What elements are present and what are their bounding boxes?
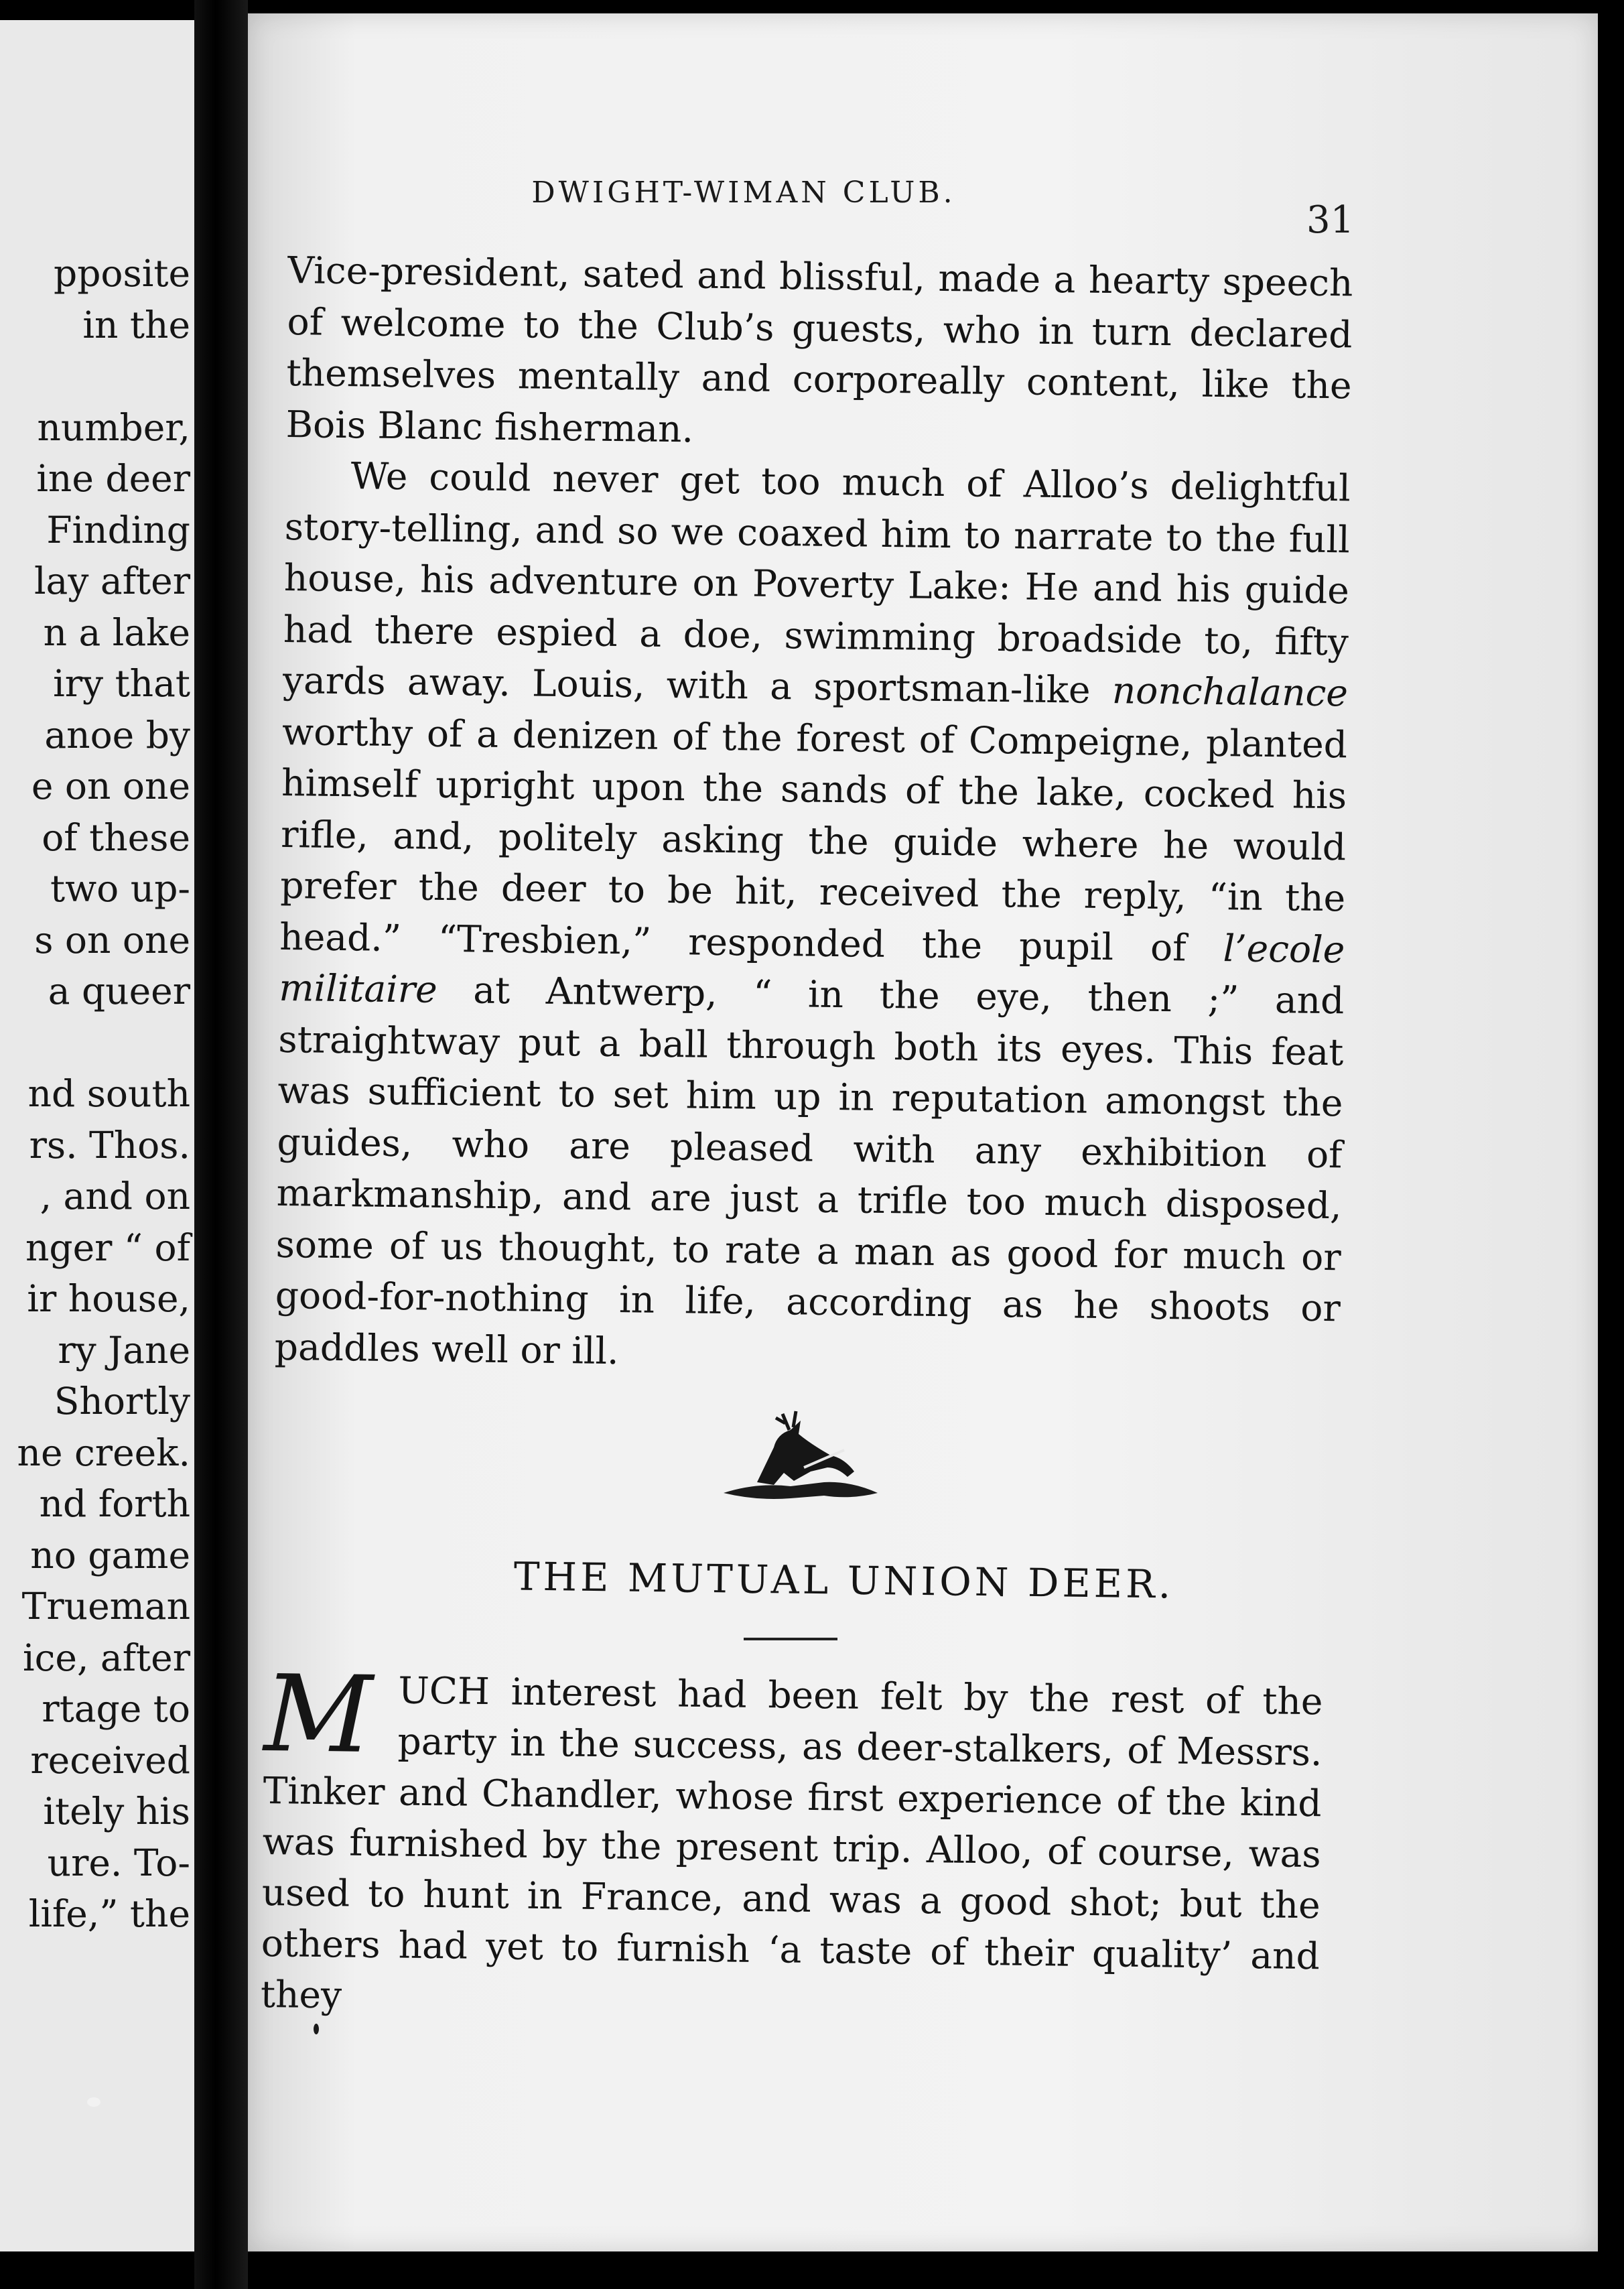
left-facing-page xyxy=(0,20,194,2251)
text-run: We could never get too much of Alloo’s delightful story-telling, and so we coaxed him to narrate to the full house, his adventure on Poverty Lake: He and his guide had there espied a doe, swimming broadside to, fifty yards away. Louis, with a sportsman-like xyxy=(282,454,1351,712)
left-page-line: received xyxy=(30,1738,190,1782)
left-page-line: Finding xyxy=(46,508,190,551)
left-page-line: Shortly xyxy=(54,1380,190,1423)
left-page-line: ure. To- xyxy=(47,1841,190,1884)
left-page-line: of these xyxy=(42,815,190,859)
left-page-line: life,” the xyxy=(28,1892,190,1935)
left-page-line xyxy=(17,350,190,402)
left-page-line: in the xyxy=(82,303,190,346)
book-gutter xyxy=(194,0,248,2289)
left-page-line: two up- xyxy=(50,867,190,910)
chapter-text xyxy=(260,1652,1323,2032)
left-page-line: , and on xyxy=(40,1175,190,1218)
italic-text: l’ecole militaire xyxy=(279,926,1345,1011)
first-word: UCH xyxy=(398,1669,490,1713)
left-page-line: ice, after xyxy=(23,1636,190,1679)
left-page-line: lay after xyxy=(33,560,190,602)
title-rule xyxy=(744,1638,837,1640)
left-page-line: nd south xyxy=(27,1072,190,1115)
running-head: DWIGHT-WIMAN CLUB. xyxy=(531,176,956,210)
section-title: THE MUTUAL UNION DEER. xyxy=(513,1553,1174,1608)
dust-speck xyxy=(87,2097,100,2107)
page-number: 31 xyxy=(1306,198,1355,242)
left-page-line: a queer xyxy=(48,970,190,1012)
left-page-line: s on one xyxy=(34,918,190,962)
left-page-line: nd forth xyxy=(39,1482,190,1525)
paragraph: Vice-president, sated and blissful, made a hearty speech of welcome to the Club’s guests, who in turn declared themselves mentally and corporeally content, like the Bois Blanc fisherman. xyxy=(285,248,1353,450)
left-page-line: ry Jane xyxy=(58,1328,190,1372)
drop-cap: M xyxy=(263,1652,373,1777)
scan-border xyxy=(1598,0,1624,2289)
left-page-line: Trueman xyxy=(21,1585,190,1628)
leaping-deer-icon xyxy=(710,1407,891,1514)
italic-text: nonchalance xyxy=(1111,669,1349,715)
left-page-line: e on one xyxy=(31,765,190,807)
chapter-body: interest had been felt by the rest of the party in the success, as deer-stalkers, of Messrs. Tinker and Chandler, whose first experience of the kind was furnished by the present trip. Alloo, of course, was used to hunt in France, and was a good shot; but the others had yet to furnish ‘a taste of their quality’ and they xyxy=(260,1670,1323,2017)
left-page-line: itely his xyxy=(43,1790,190,1833)
text-run: worthy of a denizen of the forest of Compeigne, planted himself upright upon the sands of the lake, cocked his rifle, and, politely asking the guide where he would prefer the deer to be hit, received the reply, “in the head.” “Tresbien,” responded the pupil of xyxy=(279,710,1348,969)
left-page-line: ir house, xyxy=(27,1277,190,1320)
text-run: at Antwerp, “ in the eye, then ;” and straightway put a ball through both its eyes. This feat was sufficient to set him up in reputation amongst the guides, who are pleased with any exhibition of markmanship, and are just a trifle too much disposed, some of us thought, to rate a man as good for much or good-for-nothing in life, according as he shoots or paddles well or ill. xyxy=(274,968,1345,1372)
body-text xyxy=(274,245,1353,1385)
left-page-line: rs. Thos. xyxy=(29,1123,190,1167)
left-page-line: n a lake xyxy=(43,610,190,654)
left-page-line: ine deer xyxy=(36,457,190,500)
left-page-line: nger “ of xyxy=(25,1226,190,1269)
paragraph xyxy=(274,450,1351,1385)
left-page-line xyxy=(17,1017,190,1069)
left-page-line: ne creek. xyxy=(17,1431,190,1474)
left-page-line: rtage to xyxy=(42,1687,190,1730)
dust-speck xyxy=(314,2024,319,2034)
left-page-line: number, xyxy=(37,405,190,449)
left-page-line: pposite xyxy=(54,252,190,295)
left-page-line: no game xyxy=(30,1533,190,1577)
left-page-text xyxy=(17,248,190,1940)
left-page-line: anoe by xyxy=(44,713,190,757)
left-page-line: iry that xyxy=(53,662,190,705)
